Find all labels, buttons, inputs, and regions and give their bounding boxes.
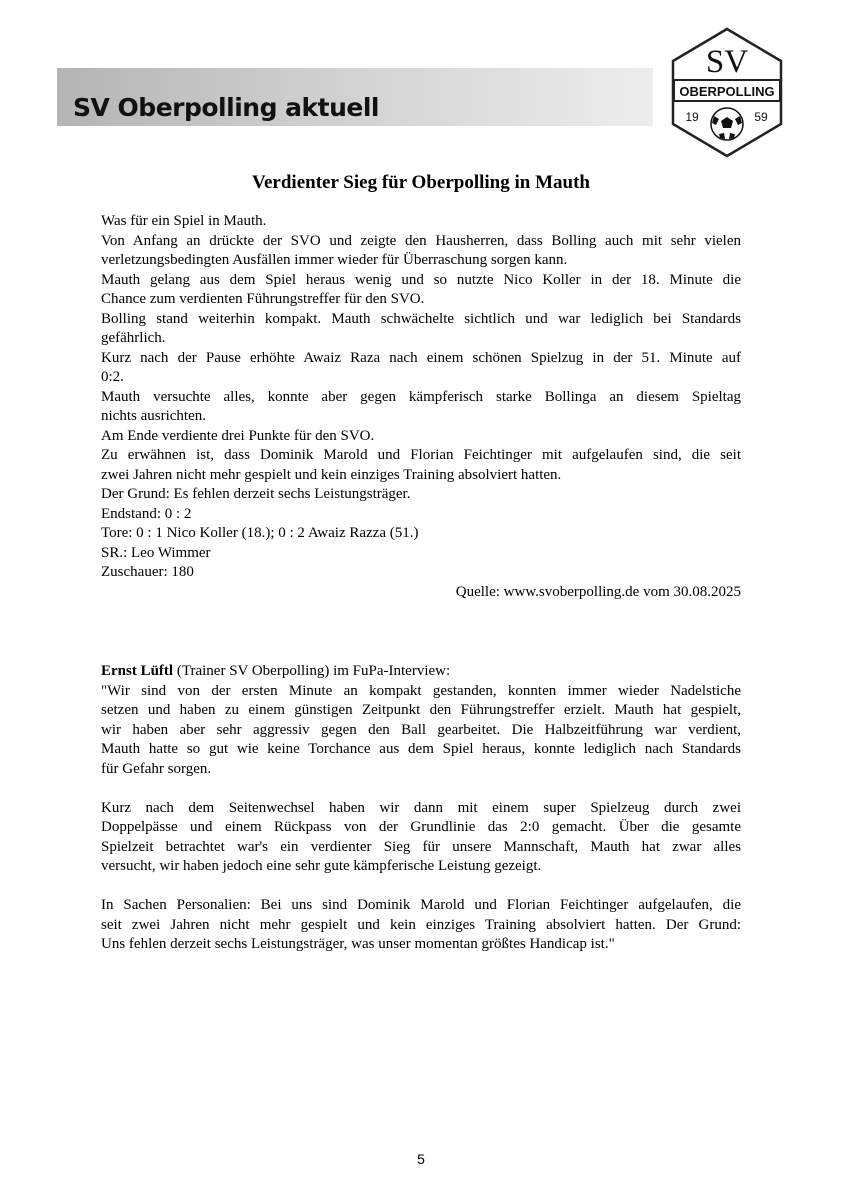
article-line: Von Anfang an drückte der SVO und zeigte den Hausherren, dass Bolling auch mit sehr vielen: [101, 232, 741, 249]
interview-line: Spielzeit betrachtet war's ein verdienter Sieg für unsere Mannschaft, Mauth hat zwar alles: [101, 838, 741, 855]
interview-line: Uns fehlen derzeit sechs Leistungsträger, was unser momentan größtes Handicap ist.": [101, 936, 615, 952]
article-line: Mauth gelang aus dem Spiel heraus wenig und so nutzte Nico Koller in der 18. Minute die: [101, 271, 741, 288]
article-body: [101, 212, 741, 602]
article-line: Der Grund: Es fehlen derzeit sechs Leistungsträger.: [101, 486, 411, 502]
crest-year-left: 19: [685, 110, 699, 124]
newsletter-title: SV Oberpolling aktuell: [73, 93, 380, 122]
article-line: nichts ausrichten.: [101, 408, 206, 424]
interview-intro: [101, 662, 741, 682]
interview-section: [101, 662, 741, 955]
interview-line: In Sachen Personalien: Bei uns sind Dominik Marold und Florian Feichtinger aufgelaufen, die: [101, 897, 741, 913]
article-line: Kurz nach der Pause erhöhte Awaiz Raza nach einem schönen Spielzug in der 51. Minute auf: [101, 349, 741, 366]
interview-line: "Wir sind von der ersten Minute an kompakt gestanden, konnten immer wieder Nadelstiche: [101, 682, 741, 699]
interview-line: versucht, wir haben jedoch eine sehr gute kämpferische Leistung gezeigt.: [101, 858, 542, 874]
interview-intro-text: (Trainer SV Oberpolling) im FuPa-Interview:: [173, 663, 451, 679]
article-line: gefährlich.: [101, 330, 166, 346]
article-line: Zu erwähnen ist, dass Dominik Marold und Florian Feichtinger mit aufgelaufen sind, die seit: [101, 447, 741, 463]
interview-line: für Gefahr sorgen.: [101, 760, 212, 777]
attendance: Zuschauer: 180: [101, 564, 194, 580]
interview-line: setzen und haben zu einem günstigen Zeitpunkt den Führungstreffer erzielt. Mauth hat gespielt,: [101, 702, 741, 718]
match-result: Endstand: 0 : 2: [101, 505, 192, 522]
article-title: Verdienter Sieg für Oberpolling in Mauth: [252, 172, 590, 193]
crest-sv-text: SV: [705, 44, 749, 80]
club-crest-logo: [669, 26, 785, 159]
article-line: Mauth versuchte alles, konnte aber gegen kämpferisch starke Bollinga an diesem Spieltag: [101, 388, 741, 405]
article-line: Chance zum verdienten Führungstreffer für den SVO.: [101, 291, 425, 307]
soccer-ball-icon: [711, 108, 743, 140]
interview-speaker: Ernst Lüftl: [101, 663, 174, 679]
crest-name-text: OBERPOLLING: [679, 84, 775, 99]
article-line: Bolling stand weiterhin kompakt. Mauth schwächelte sichtlich und war lediglich bei Standards: [101, 310, 741, 327]
article-line: 0:2.: [101, 369, 124, 385]
article-line: zwei Jahren nicht mehr gespielt und kein einziges Training absolviert hatten.: [101, 466, 562, 483]
interview-line: seit zwei Jahren nicht mehr gespielt und kein einziges Training absolviert hatten. Der Grund:: [101, 916, 741, 933]
interview-line: Mauth hatte so gut wie keine Torchance aus dem Spiel heraus, konnte lediglich nach Standards: [101, 741, 741, 757]
interview-line: Doppelpässe und einem Rückpass von der Grundlinie das 2:0 gemacht. Über die gesamte: [101, 819, 741, 835]
article-line: verletzungsbedingten Ausfällen immer wieder für Überraschung sorgen kann.: [101, 252, 568, 268]
crest-year-right: 59: [754, 110, 768, 124]
page-number: 5: [417, 1151, 425, 1167]
article-line: Was für ein Spiel in Mauth.: [101, 213, 267, 229]
interview-line: Kurz nach dem Seitenwechsel haben wir dann mit einem super Spielzeug durch zwei: [101, 799, 741, 816]
article-source: Quelle: www.svoberpolling.de vom 30.08.2025: [455, 583, 741, 600]
interview-line: wir haben aber sehr aggressiv gegen den Ball gearbeitet. Die Halbzeitführung war verdient,: [101, 721, 741, 738]
goal-scorers: Tore: 0 : 1 Nico Koller (18.); 0 : 2 Awaiz Razza (51.): [101, 525, 419, 541]
article-line: Am Ende verdiente drei Punkte für den SVO.: [101, 427, 375, 444]
referee: SR.: Leo Wimmer: [101, 544, 211, 561]
